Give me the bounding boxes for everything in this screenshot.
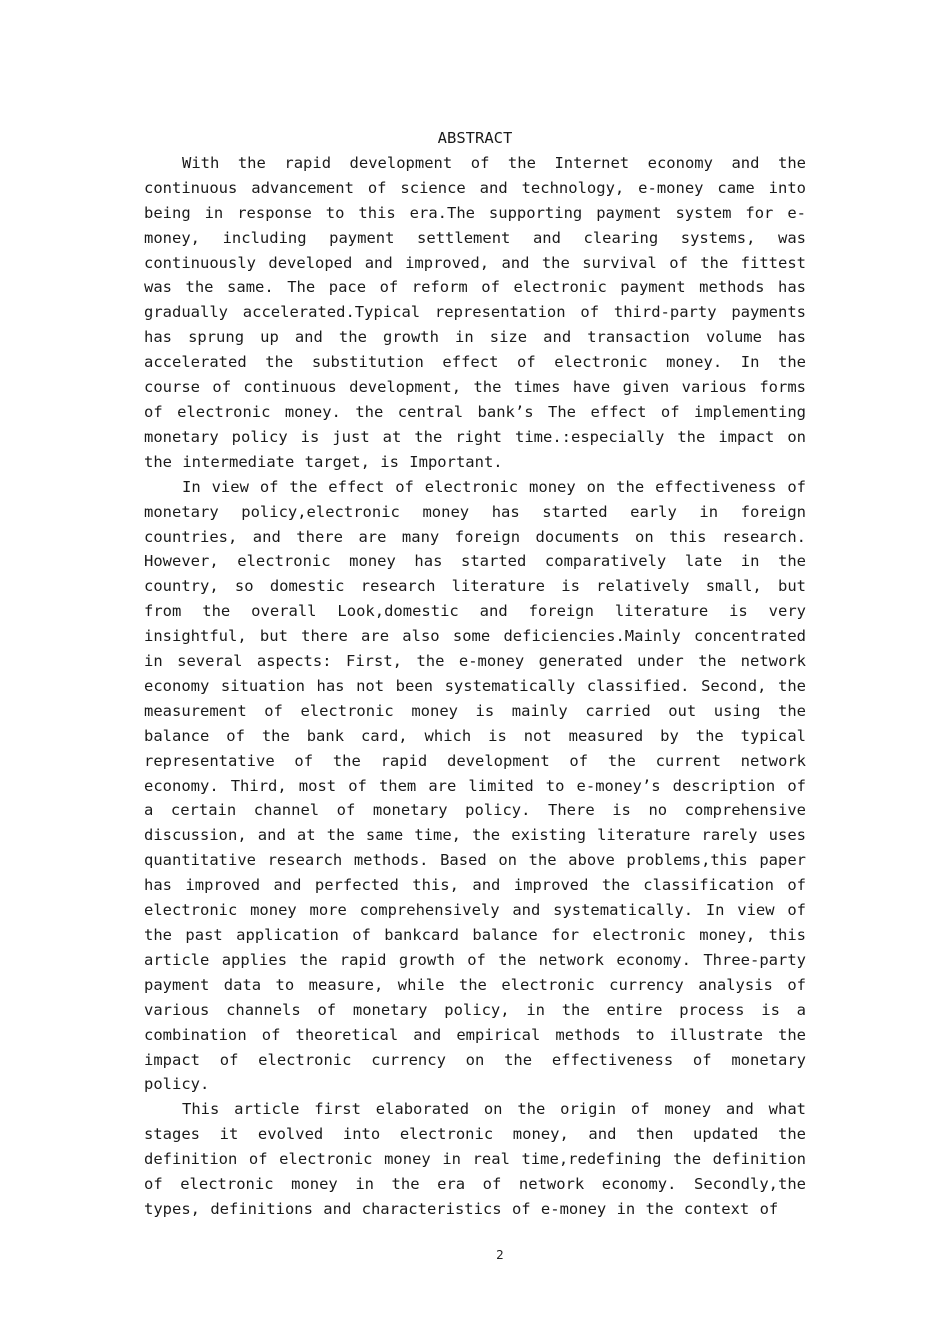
abstract-paragraph-3: This article first elaborated on the origin of money and what stages it evolved into electronic money, and then updated the definition of electronic money in real time,redefining the definition of electronic money in the era of network economy. Secondly,the types, definitions and characteristics of e-money in the context of <box>144 1100 806 1218</box>
abstract-title: ABSTRACT <box>437 129 513 147</box>
abstract-paragraph-2: In view of the effect of electronic money on the effectiveness of monetary policy,electronic money has started early in foreign countries, and there are many foreign documents on this research. However, electronic money has started comparatively late in the country, so domestic research literature is relatively small, but from the overall Look,domestic and foreign literature is very insightful, but there are also some deficiencies.Mainly concentrated in several aspects: First, the e-money generated under the network economy situation has not been systematically classified. Second, the measurement of electronic money is mainly carried out using the balance of the bank card, which is not measured by the typical representative of the rapid development of the current network economy. Third, most of them are limited to e-money’s description of a certain channel of monetary policy. There is no comprehensive discussion, and at the same time, the existing literature rarely uses quantitative research methods. Based on the above problems,this paper has improved and perfected this, and improved the classification of electronic money more comprehensively and systematically. In view of the past application of bankcard balance for electronic money, this article applies the rapid growth of the network economy. Three-party payment data to measure, while the electronic currency analysis of various channels of monetary policy, in the entire process is a combination of theoretical and empirical methods to illustrate the impact of electronic currency on the effectiveness of monetary policy. <box>144 477 806 1094</box>
abstract-paragraph-1: With the rapid development of the Internet economy and the continuous advancement of science and technology, e-money came into being in response to this era.The supporting payment system for e-money, including payment settlement and clearing systems, was continuously developed and improved, and the survival of the fittest was the same. The pace of reform of electronic payment methods has gradually accelerated.Typical representation of third-party payments has sprung up and the growth in size and transaction volume has accelerated the substitution effect of electronic money. In the course of continuous development, the times have given various forms of electronic money. the central bank’s The effect of implementing monetary policy is just at the right time.:especially the impact on the intermediate target, is Important. <box>144 153 806 471</box>
page-content <box>144 126 806 1222</box>
page-number: 2 <box>496 1248 504 1262</box>
